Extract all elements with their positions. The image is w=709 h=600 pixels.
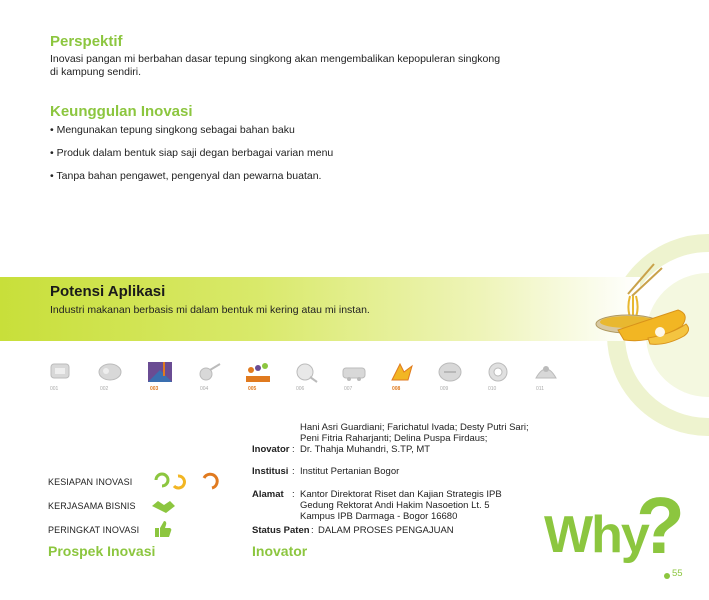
sector-icon-004: 004 — [196, 360, 232, 396]
status-label: Status Paten — [252, 525, 310, 536]
inovator-names-2: Peni Fitria Raharjanti; Delina Puspa Firdaus; — [300, 433, 488, 444]
alamat-colon: : — [292, 489, 295, 500]
prospek-title: Prospek Inovasi — [48, 543, 156, 559]
inovator-title: Inovator — [252, 543, 308, 559]
kerjasama-label: KERJASAMA BISNIS — [48, 501, 136, 511]
alamat-label: Alamat — [252, 489, 284, 500]
institusi-label: Institusi — [252, 466, 289, 477]
sector-icon-006: 006 — [292, 360, 328, 396]
why-word: Why — [544, 506, 648, 564]
kesiapan-label: KESIAPAN INOVASI — [48, 477, 133, 487]
alamat-line-1: Kantor Direktorat Riset dan Kajian Strategis IPB — [300, 489, 502, 500]
sector-icon-003: 003 — [146, 360, 182, 396]
institusi-colon: : — [292, 466, 295, 477]
sector-icon-005: 005 — [244, 360, 280, 396]
why-question-mark: ? — [636, 481, 685, 570]
page-number: 55 — [672, 568, 683, 579]
inovator-colon: : — [292, 444, 295, 455]
page-dot — [664, 573, 670, 579]
sector-icon-002: 002 — [96, 360, 132, 396]
sector-icon-009: 009 — [436, 360, 472, 396]
keunggulan-item: • Produk dalam bentuk siap saji degan berbagai varian menu — [50, 147, 334, 159]
inovator-names-1: Hani Asri Guardiani; Farichatul Ivada; Desty Putri Sari; — [300, 422, 529, 433]
inovator-names-3: Dr. Thahja Muhandri, S.TP, MT — [300, 444, 431, 455]
inovator-label: Inovator — [252, 444, 290, 455]
sector-icon-007: 007 — [340, 360, 376, 396]
recycle-arrows-icon — [150, 468, 225, 494]
thumbs-up-icon — [152, 519, 172, 539]
potensi-title: Potensi Aplikasi — [50, 283, 166, 300]
sector-icon-011: 011 — [532, 360, 568, 396]
sector-icon-001: 001 — [46, 360, 82, 396]
keunggulan-item: • Mengunakan tepung singkong sebagai bahan baku — [50, 124, 295, 136]
sector-icon-010: 010 — [484, 360, 520, 396]
sector-icon-008: 008 — [388, 360, 424, 396]
perspektif-line-1: Inovasi pangan mi berbahan dasar tepung singkong akan mengembalikan kepopuleran singkong — [50, 53, 501, 65]
keunggulan-title: Keunggulan Inovasi — [50, 103, 193, 120]
noodle-bowl-icon — [588, 262, 698, 362]
status-colon: : — [311, 525, 314, 536]
perspektif-title: Perspektif — [50, 33, 123, 50]
peringkat-label: PERINGKAT INOVASI — [48, 525, 140, 535]
status-value: DALAM PROSES PENGAJUAN — [318, 525, 454, 536]
handshake-icon — [150, 496, 176, 516]
alamat-line-2: Gedung Rektorat Andi Hakim Nasoetion Lt. 5 — [300, 500, 490, 511]
alamat-line-3: Kampus IPB Darmaga - Bogor 16680 — [300, 511, 458, 522]
keunggulan-item: • Tanpa bahan pengawet, pengenyal dan pewarna buatan. — [50, 170, 322, 182]
perspektif-line-2: di kampung sendiri. — [50, 66, 142, 78]
institusi-value: Institut Pertanian Bogor — [300, 466, 400, 477]
potensi-text: Industri makanan berbasis mi dalam bentuk mi kering atau mi instan. — [50, 304, 370, 316]
